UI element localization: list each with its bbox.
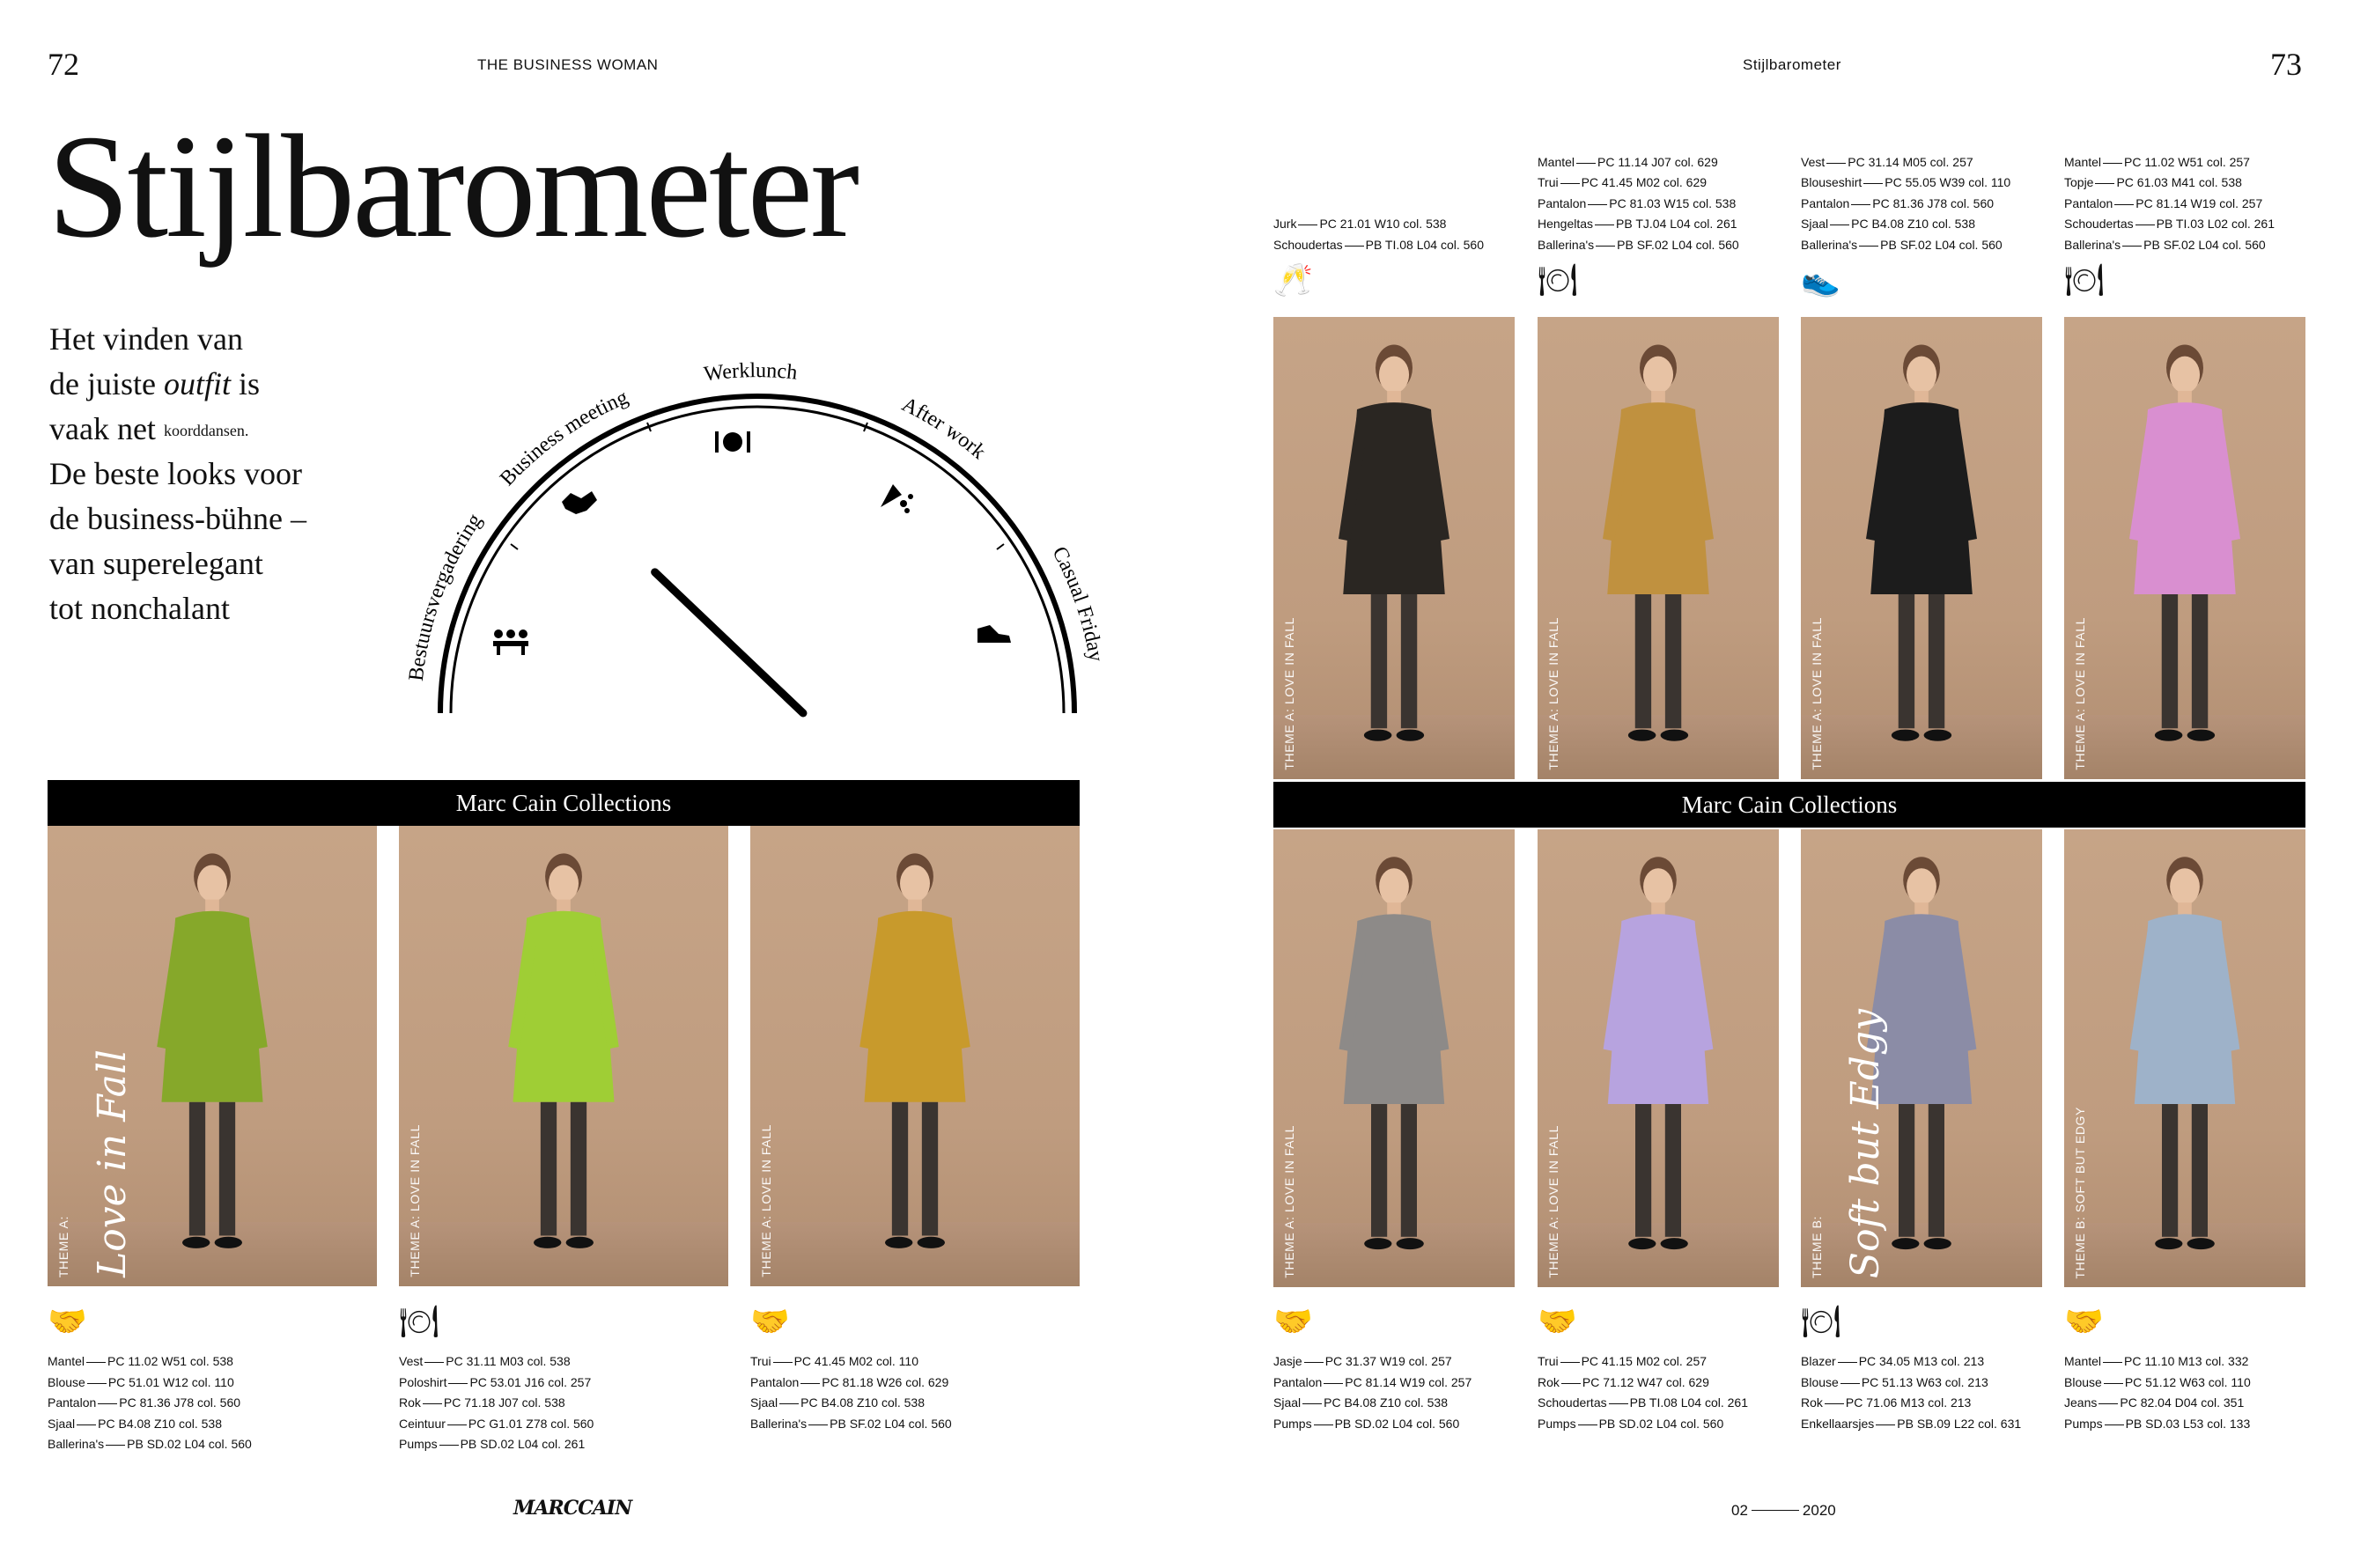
item-row bbox=[1801, 173, 2010, 194]
item-row bbox=[1273, 1373, 1472, 1394]
item-name: Pumps bbox=[2064, 1416, 2103, 1431]
toast-icon bbox=[881, 484, 913, 513]
item-name: Ballerina's bbox=[2064, 237, 2121, 252]
item-row bbox=[399, 1414, 594, 1435]
intro-line: van superelegant bbox=[49, 546, 263, 581]
item-name: Sjaal bbox=[48, 1416, 76, 1431]
item-code: PC 11.10 M13 col. 332 bbox=[2124, 1354, 2249, 1368]
theme-script: Soft but Edgy bbox=[1843, 1008, 1888, 1278]
item-name: Topje bbox=[2064, 175, 2094, 189]
handshake-icon: 🤝 bbox=[2064, 1303, 2104, 1339]
item-row bbox=[399, 1351, 594, 1373]
item-row bbox=[48, 1351, 252, 1373]
item-rule bbox=[1863, 183, 1883, 184]
item-code: PC 81.14 W19 col. 257 bbox=[1345, 1374, 1472, 1389]
item-code: PC 11.02 W51 col. 538 bbox=[107, 1354, 233, 1368]
item-row bbox=[1273, 1414, 1472, 1435]
item-name: Trui bbox=[1538, 1354, 1559, 1368]
style-gauge bbox=[405, 361, 1110, 731]
item-row bbox=[1801, 214, 2010, 235]
collections-bar-left: Marc Cain Collections bbox=[48, 780, 1080, 826]
item-name: Blazer bbox=[1801, 1354, 1836, 1368]
model-figure bbox=[1273, 317, 1515, 779]
dining-icon: 🍽 bbox=[1801, 1303, 1841, 1339]
item-row bbox=[2064, 1373, 2251, 1394]
marc-cain-logo: MARCCAIN bbox=[513, 1497, 632, 1520]
theme-label: THEME A: LOVE IN FALL bbox=[408, 1124, 422, 1277]
item-rule bbox=[773, 1362, 793, 1363]
item-code: PC 51.13 W63 col. 213 bbox=[1861, 1374, 1988, 1389]
item-rule bbox=[1876, 1424, 1895, 1425]
intro-emphasis: outfit bbox=[163, 366, 231, 401]
item-code: PB SF.02 L04 col. 560 bbox=[2143, 237, 2266, 252]
item-row bbox=[1801, 1351, 2021, 1373]
model-figure bbox=[750, 826, 1080, 1286]
item-rule bbox=[448, 1383, 468, 1384]
look-photo bbox=[1273, 829, 1515, 1287]
item-rule bbox=[423, 1403, 442, 1404]
item-code: PC 11.14 J07 col. 629 bbox=[1597, 154, 1718, 169]
theme-label: THEME A: LOVE IN FALL bbox=[1546, 617, 1560, 770]
look-photo bbox=[2064, 829, 2305, 1287]
item-rule bbox=[439, 1445, 459, 1446]
item-row bbox=[48, 1373, 252, 1394]
item-rule bbox=[2103, 1362, 2122, 1363]
item-code: PB SD.02 L04 col. 261 bbox=[460, 1437, 586, 1451]
item-rule bbox=[87, 1383, 107, 1384]
item-code: PC B4.08 Z10 col. 538 bbox=[800, 1395, 926, 1410]
theme-label: THEME A: LOVE IN FALL bbox=[1546, 1125, 1560, 1278]
item-rule bbox=[2103, 163, 2122, 164]
item-row bbox=[1538, 1373, 1748, 1394]
page-title: Stijlbarometer bbox=[48, 105, 858, 269]
item-row bbox=[399, 1393, 594, 1414]
item-code: PC 81.36 J78 col. 560 bbox=[1872, 195, 1995, 210]
item-rule bbox=[800, 1383, 820, 1384]
item-code: PC B4.08 Z10 col. 538 bbox=[98, 1416, 223, 1431]
theme-label: THEME A: LOVE IN FALL bbox=[1282, 1125, 1296, 1278]
item-rule bbox=[1826, 163, 1846, 164]
item-row bbox=[48, 1393, 252, 1414]
intro-line: Het vinden van bbox=[49, 321, 243, 357]
item-code: PC 41.15 M02 col. 257 bbox=[1581, 1354, 1708, 1368]
gauge-label-after-work: After work bbox=[897, 393, 991, 464]
item-name: Ballerina's bbox=[1538, 237, 1595, 252]
gauge-tick bbox=[997, 544, 1004, 549]
item-name: Blouse bbox=[2064, 1374, 2102, 1389]
item-name: Jurk bbox=[1273, 217, 1297, 231]
item-rule bbox=[1851, 204, 1870, 205]
item-code: PC 51.12 W63 col. 110 bbox=[2124, 1374, 2251, 1389]
theme-label: THEME B: bbox=[1810, 1216, 1824, 1278]
dining-icon: 🍽 bbox=[399, 1303, 439, 1339]
intro-superscript: koorddansen. bbox=[163, 422, 249, 439]
item-code: PC 41.45 M02 col. 629 bbox=[1581, 175, 1708, 189]
item-name: Jeans bbox=[2064, 1395, 2098, 1410]
handshake-icon: 🤝 bbox=[48, 1303, 87, 1339]
item-code: PC 31.14 M05 col. 257 bbox=[1848, 154, 1973, 169]
item-row bbox=[2064, 235, 2275, 256]
sneaker-icon bbox=[977, 625, 1011, 643]
item-name: Schoudertas bbox=[2064, 217, 2134, 231]
item-code: PB TI.08 L04 col. 261 bbox=[1629, 1395, 1748, 1410]
item-name: Poloshirt bbox=[399, 1374, 447, 1389]
item-rule bbox=[1576, 163, 1596, 164]
item-code: PC G1.01 Z78 col. 560 bbox=[468, 1416, 594, 1431]
theme-label: THEME A: bbox=[56, 1215, 70, 1277]
item-code: PC 11.02 W51 col. 257 bbox=[2124, 154, 2250, 169]
item-row bbox=[2064, 1351, 2251, 1373]
item-name: Schoudertas bbox=[1538, 1395, 1607, 1410]
item-rule bbox=[808, 1424, 828, 1425]
running-head-right: Stijlbarometer bbox=[1743, 56, 1841, 73]
item-name: Rok bbox=[1801, 1395, 1823, 1410]
running-head-left: THE BUSINESS WOMAN bbox=[477, 56, 659, 73]
item-rule bbox=[1588, 204, 1607, 205]
intro-line: De beste looks voor bbox=[49, 456, 302, 491]
issue-year: 2020 bbox=[1802, 1502, 1836, 1519]
item-row bbox=[1801, 235, 2010, 256]
theme-label: THEME A: LOVE IN FALL bbox=[1282, 617, 1296, 770]
dining-icon bbox=[715, 431, 750, 453]
item-code: PB SF.02 L04 col. 560 bbox=[1880, 237, 2003, 252]
item-rule bbox=[447, 1424, 467, 1425]
theme-label: THEME A: LOVE IN FALL bbox=[2073, 617, 2087, 770]
sneaker-icon: 👟 bbox=[1801, 261, 1840, 298]
item-code: PB SF.02 L04 col. 560 bbox=[1617, 237, 1739, 252]
item-rule bbox=[1859, 246, 1878, 247]
item-name: Schoudertas bbox=[1273, 237, 1343, 252]
theme-label: THEME B: SOFT BUT EDGY bbox=[2073, 1106, 2087, 1278]
item-list bbox=[1273, 214, 1484, 255]
item-name: Mantel bbox=[2064, 1354, 2102, 1368]
item-row bbox=[1273, 214, 1484, 235]
item-code: PC 41.45 M02 col. 110 bbox=[793, 1354, 918, 1368]
item-rule bbox=[98, 1403, 117, 1404]
meeting-icon bbox=[493, 629, 528, 655]
item-code: PC 71.12 W47 col. 629 bbox=[1582, 1374, 1709, 1389]
item-name: Rok bbox=[1538, 1374, 1560, 1389]
gauge-needle bbox=[655, 572, 803, 713]
model-figure bbox=[2064, 829, 2305, 1287]
item-name: Pantalon bbox=[48, 1395, 97, 1410]
item-row bbox=[1538, 235, 1739, 256]
item-rule bbox=[2095, 183, 2114, 184]
look-photo bbox=[2064, 317, 2305, 779]
gauge-label-bestuursvergadering: Bestuursvergadering bbox=[405, 509, 487, 682]
item-row bbox=[2064, 214, 2275, 235]
item-code: PC 71.06 M13 col. 213 bbox=[1845, 1395, 1972, 1410]
item-name: Blouse bbox=[48, 1374, 85, 1389]
item-row bbox=[1538, 1393, 1748, 1414]
item-code: PC 82.04 D04 col. 351 bbox=[2120, 1395, 2245, 1410]
item-list bbox=[1801, 152, 2010, 256]
item-name: Ballerina's bbox=[48, 1437, 105, 1451]
item-list bbox=[1538, 1351, 1748, 1434]
item-code: PC 71.18 J07 col. 538 bbox=[443, 1395, 565, 1410]
model-figure bbox=[1801, 317, 2042, 779]
item-code: PC 34.05 M13 col. 213 bbox=[1858, 1354, 1985, 1368]
item-name: Ceintuur bbox=[399, 1416, 446, 1431]
theme-script: Love in Fall bbox=[90, 1049, 135, 1277]
item-row bbox=[1538, 152, 1739, 173]
theme-label: THEME A: LOVE IN FALL bbox=[759, 1124, 773, 1277]
look-photo bbox=[1273, 317, 1515, 779]
item-name: Pantalon bbox=[1538, 195, 1587, 210]
item-row bbox=[1801, 1393, 2021, 1414]
gauge-tick bbox=[511, 544, 518, 549]
model-figure bbox=[1273, 829, 1515, 1287]
issue-footer bbox=[1731, 1502, 1836, 1520]
item-name: Pantalon bbox=[1801, 195, 1850, 210]
model-figure bbox=[1538, 317, 1779, 779]
item-code: PB TI.08 L04 col. 560 bbox=[1365, 237, 1484, 252]
item-row bbox=[1273, 235, 1484, 256]
intro-fragment: vaak net bbox=[49, 411, 164, 446]
item-name: Trui bbox=[1538, 175, 1559, 189]
item-code: PB SD.02 L04 col. 560 bbox=[1334, 1416, 1460, 1431]
item-name: Pumps bbox=[1273, 1416, 1312, 1431]
item-name: Sjaal bbox=[1801, 217, 1829, 231]
item-code: PB SB.09 L22 col. 631 bbox=[1897, 1416, 2022, 1431]
item-rule bbox=[1560, 183, 1580, 184]
item-rule bbox=[86, 1362, 106, 1363]
item-code: PC 31.37 W19 col. 257 bbox=[1324, 1354, 1452, 1368]
model-figure bbox=[1538, 829, 1779, 1287]
item-name: Vest bbox=[1801, 154, 1826, 169]
item-list bbox=[48, 1351, 252, 1455]
item-rule bbox=[2099, 1403, 2118, 1404]
item-name: Ballerina's bbox=[1801, 237, 1858, 252]
item-row bbox=[1801, 194, 2010, 215]
item-row bbox=[1538, 173, 1739, 194]
item-rule bbox=[1838, 1362, 1857, 1363]
theme-label: THEME A: LOVE IN FALL bbox=[1810, 617, 1824, 770]
dining-icon: 🍽 bbox=[2064, 261, 2105, 298]
item-row bbox=[750, 1414, 952, 1435]
item-row bbox=[2064, 1414, 2251, 1435]
toast-icon: 🥂 bbox=[1273, 261, 1313, 298]
item-rule bbox=[1304, 1362, 1324, 1363]
page-number-left: 72 bbox=[48, 47, 79, 82]
item-code: PC 51.01 W12 col. 110 bbox=[107, 1374, 234, 1389]
item-code: PC 21.01 W10 col. 538 bbox=[1319, 217, 1447, 231]
look-photo bbox=[1801, 829, 2042, 1287]
item-name: Pantalon bbox=[750, 1374, 800, 1389]
item-row bbox=[1801, 1414, 2021, 1435]
item-name: Pantalon bbox=[2064, 195, 2113, 210]
item-rule bbox=[779, 1403, 799, 1404]
intro-text bbox=[49, 317, 384, 631]
item-rule bbox=[424, 1362, 444, 1363]
item-rule bbox=[77, 1424, 96, 1425]
item-rule bbox=[1840, 1383, 1860, 1384]
look-photo bbox=[1538, 829, 1779, 1287]
item-name: Vest bbox=[399, 1354, 424, 1368]
item-code: PB SD.03 L53 col. 133 bbox=[2125, 1416, 2251, 1431]
gauge-label-werklunch: Werklunch bbox=[702, 361, 799, 386]
item-rule bbox=[1324, 1383, 1343, 1384]
item-rule bbox=[2105, 1424, 2124, 1425]
handshake-icon: 🤝 bbox=[1538, 1303, 1577, 1339]
item-row bbox=[2064, 1393, 2251, 1414]
item-rule bbox=[106, 1445, 125, 1446]
look-photo bbox=[750, 826, 1080, 1286]
look-photo bbox=[399, 826, 728, 1286]
item-rule bbox=[1314, 1424, 1333, 1425]
item-name: Sjaal bbox=[750, 1395, 778, 1410]
item-name: Pumps bbox=[1538, 1416, 1576, 1431]
dining-icon: 🍽 bbox=[1538, 261, 1578, 298]
item-code: PC B4.08 Z10 col. 538 bbox=[1324, 1395, 1449, 1410]
item-list bbox=[1273, 1351, 1472, 1434]
item-row bbox=[1801, 152, 2010, 173]
item-code: PC 55.05 W39 col. 110 bbox=[1885, 175, 2011, 189]
intro-fragment: de juiste bbox=[49, 366, 164, 401]
item-row bbox=[750, 1393, 952, 1414]
item-name: Jasje bbox=[1273, 1354, 1302, 1368]
handshake-icon: 🤝 bbox=[1273, 1303, 1313, 1339]
item-rule bbox=[1596, 246, 1615, 247]
item-row bbox=[399, 1373, 594, 1394]
item-row bbox=[2064, 194, 2275, 215]
collections-bar-right: Marc Cain Collections bbox=[1273, 782, 2305, 828]
item-row bbox=[399, 1434, 594, 1455]
item-code: PC 81.03 W15 col. 538 bbox=[1609, 195, 1737, 210]
item-row bbox=[48, 1414, 252, 1435]
item-code: PC 31.11 M03 col. 538 bbox=[446, 1354, 571, 1368]
item-row bbox=[1538, 1414, 1748, 1435]
item-name: Rok bbox=[399, 1395, 421, 1410]
item-list bbox=[2064, 1351, 2251, 1434]
item-name: Pumps bbox=[399, 1437, 438, 1451]
item-code: PC 53.01 J16 col. 257 bbox=[469, 1374, 592, 1389]
item-rule bbox=[2114, 204, 2134, 205]
item-code: PC 81.36 J78 col. 560 bbox=[119, 1395, 241, 1410]
gauge-label-business-meeting: Business meeting bbox=[495, 386, 632, 491]
item-rule bbox=[2122, 246, 2142, 247]
item-code: PB SD.02 L04 col. 560 bbox=[127, 1437, 252, 1451]
item-name: Mantel bbox=[1538, 154, 1575, 169]
item-name: Mantel bbox=[48, 1354, 85, 1368]
item-rule bbox=[1560, 1362, 1580, 1363]
item-code: PB SF.02 L04 col. 560 bbox=[830, 1416, 952, 1431]
model-figure bbox=[1801, 829, 2042, 1287]
item-rule bbox=[1609, 1403, 1628, 1404]
item-code: PB SD.02 L04 col. 560 bbox=[1598, 1416, 1724, 1431]
look-photo bbox=[48, 826, 377, 1286]
item-row bbox=[2064, 152, 2275, 173]
model-figure bbox=[399, 826, 728, 1286]
item-name: Ballerina's bbox=[750, 1416, 808, 1431]
item-row bbox=[1273, 1351, 1472, 1373]
look-photo bbox=[1801, 317, 2042, 779]
item-name: Trui bbox=[750, 1354, 771, 1368]
item-row bbox=[1801, 1373, 2021, 1394]
item-code: PC 61.03 M41 col. 538 bbox=[2116, 175, 2242, 189]
item-name: Mantel bbox=[2064, 154, 2102, 169]
item-row bbox=[2064, 173, 2275, 194]
item-row bbox=[750, 1351, 952, 1373]
intro-fragment: is bbox=[231, 366, 261, 401]
intro-line bbox=[49, 362, 384, 407]
item-code: PC B4.08 Z10 col. 538 bbox=[1851, 217, 1976, 231]
item-code: PC 81.14 W19 col. 257 bbox=[2135, 195, 2263, 210]
issue-number: 02 bbox=[1731, 1502, 1748, 1519]
item-rule bbox=[1345, 246, 1364, 247]
item-name: Pantalon bbox=[1273, 1374, 1323, 1389]
handshake-icon bbox=[562, 491, 597, 514]
item-list bbox=[399, 1351, 594, 1455]
gauge-label-casual-friday: Casual Friday bbox=[1047, 542, 1108, 664]
model-figure bbox=[2064, 317, 2305, 779]
item-list bbox=[2064, 152, 2275, 256]
item-row bbox=[48, 1434, 252, 1455]
item-row bbox=[1538, 1351, 1748, 1373]
item-list bbox=[1801, 1351, 2021, 1434]
item-row bbox=[1273, 1393, 1472, 1414]
item-rule bbox=[1302, 1403, 1322, 1404]
item-name: Sjaal bbox=[1273, 1395, 1302, 1410]
intro-line: de business-bühne – bbox=[49, 501, 306, 536]
item-list bbox=[750, 1351, 952, 1434]
item-rule bbox=[1825, 1403, 1844, 1404]
item-rule bbox=[1578, 1424, 1597, 1425]
intro-line: tot nonchalant bbox=[49, 591, 230, 626]
item-name: Enkellaarsjes bbox=[1801, 1416, 1875, 1431]
item-name: Blouse bbox=[1801, 1374, 1839, 1389]
item-code: PB TJ.04 L04 col. 261 bbox=[1616, 217, 1737, 231]
handshake-icon: 🤝 bbox=[750, 1303, 790, 1339]
look-photo bbox=[1538, 317, 1779, 779]
item-rule bbox=[2104, 1383, 2123, 1384]
item-row bbox=[1538, 214, 1739, 235]
item-list bbox=[1538, 152, 1739, 256]
page-number-right: 73 bbox=[2270, 47, 2302, 82]
item-name: Blouseshirt bbox=[1801, 175, 1862, 189]
item-code: PC 81.18 W26 col. 629 bbox=[822, 1374, 949, 1389]
item-row bbox=[750, 1373, 952, 1394]
item-row bbox=[1538, 194, 1739, 215]
intro-line bbox=[49, 407, 384, 452]
item-name: Hengeltas bbox=[1538, 217, 1594, 231]
item-code: PB TI.03 L02 col. 261 bbox=[2156, 217, 2275, 231]
item-rule bbox=[1561, 1383, 1581, 1384]
footer-rule bbox=[1752, 1510, 1799, 1511]
